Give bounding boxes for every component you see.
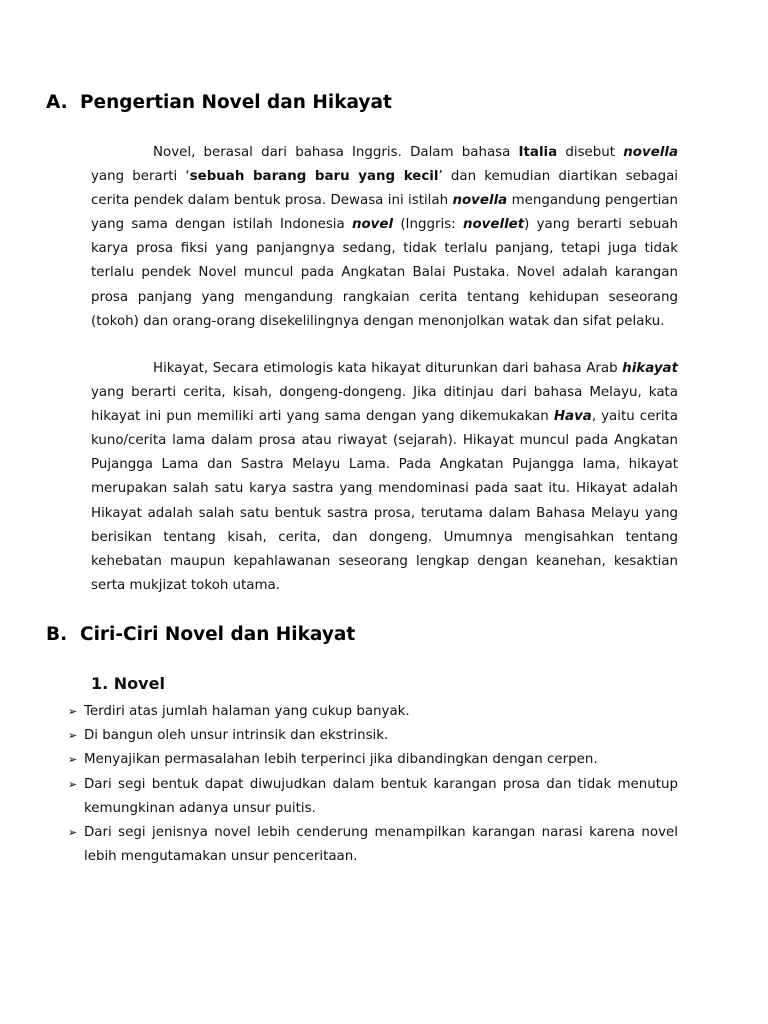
list-item (68, 748, 680, 772)
section-b-letter: B. (46, 624, 68, 645)
section-b-heading (46, 624, 355, 645)
para1-bold-novella: novella (623, 145, 678, 160)
section-a-heading (46, 92, 392, 113)
list-item-text: Dari segi bentuk dapat diwujudkan dalam bentuk karangan prosa dan tidak menutup kemungkinan adanya unsur puitis. (84, 776, 678, 816)
para1-bold-novellet: novellet (462, 217, 525, 233)
list-item-text: Dari segi jenisnya novel lebih cenderung menampilkan karangan narasi karena novel lebih mengutamakan unsur penceritaan. (84, 825, 678, 865)
para1-bold-meaning: sebuah barang baru yang kecil (189, 169, 439, 185)
para2-text-2: yang berarti cerita, kisah, dongeng-dongeng. Jika ditinjau dari bahasa Melayu, kata hikayat ini pun memiliki arti yang sama dengan yang dikemukakan (91, 385, 678, 425)
para2-bold-hikayat: hikayat (622, 361, 678, 376)
list-item-text: Di bangun oleh unsur intrinsik dan ekstrinsik. (84, 728, 389, 744)
para1-bold-novel: novel (351, 217, 394, 233)
section-a-letter: A. (46, 92, 68, 113)
arrow-bullet-icon: ➢ (68, 729, 78, 743)
list-item-text: Menyajikan permasalahan lebih terperinci jika dibandingkan dengan cerpen. (84, 752, 598, 768)
list-item-text: Terdiri atas jumlah halaman yang cukup banyak. (84, 704, 410, 719)
hikayat-definition-paragraph (91, 357, 678, 598)
para1-text-6: (Inggris: (393, 217, 463, 233)
arrow-bullet-icon: ➢ (68, 826, 78, 840)
arrow-bullet-icon: ➢ (68, 705, 78, 718)
novel-definition-paragraph (91, 141, 678, 334)
list-item (68, 773, 680, 821)
section-b-title: Ciri-Ciri Novel dan Hikayat (80, 624, 356, 645)
arrow-bullet-icon: ➢ (68, 777, 78, 791)
novel-characteristics-list (68, 700, 680, 869)
para1-bold-novella-2: novella (452, 193, 508, 209)
para1-text-1: Novel, berasal dari bahasa Inggris. Dalam bahasa (153, 145, 519, 160)
para1-text-2: disebut (557, 145, 624, 160)
novel-subheading: 1. Novel (91, 674, 165, 693)
list-item (68, 724, 680, 748)
para1-text-4: ’ dan kemudian diartikan sebagai cerita pendek dalam bentuk prosa. Dewasa ini istilah (91, 169, 678, 209)
para2-text-3: , yaitu cerita kuno/cerita lama dalam prosa atau riwayat (sejarah). Hikayat muncul pada Angkatan Pujangga Lama dan Sastra Melayu Lama. Pada Angkatan Pujangga lama, hikayat merupakan salah satu karya sastra yang mendominasi pada saat itu. Hikayat adalah Hikayat adalah salah satu bentuk sastra prosa, terutama dalam Bahasa Melayu yang berisikan tentang kisah, cerita, dan dongeng. Umumnya mengisahkan tentang kehebatan maupun kepahlawanan seseorang lengkap dengan keanehan, kesaktian serta mukjizat tokoh utama. (91, 409, 679, 593)
para1-bold-italia: Italia (518, 145, 558, 160)
list-item (68, 700, 680, 724)
para1-text-3: yang berarti ‘ (91, 169, 190, 185)
section-a-title: Pengertian Novel dan Hikayat (80, 92, 392, 113)
para1-text-7: ) yang berarti sebuah karya prosa fiksi yang panjangnya sedang, tidak terlalu panjang, tetapi juga tidak terlalu pendek Novel muncul pada Angkatan Balai Pustaka. Novel adalah karangan prosa panjang yang mengandung rangkaian cerita tentang kehidupan seseorang (tokoh) dan orang-orang disekelilingnya dengan menonjolkan watak dan sifat pelaku. (91, 217, 679, 329)
arrow-bullet-icon: ➢ (68, 753, 78, 767)
para1-text-5: mengandung pengertian yang sama dengan istilah Indonesia (91, 193, 678, 233)
para2-bold-hava: Hava (553, 409, 592, 425)
para2-text-1: Hikayat, Secara etimologis kata hikayat diturunkan dari bahasa Arab (153, 361, 623, 376)
list-item (68, 821, 680, 869)
